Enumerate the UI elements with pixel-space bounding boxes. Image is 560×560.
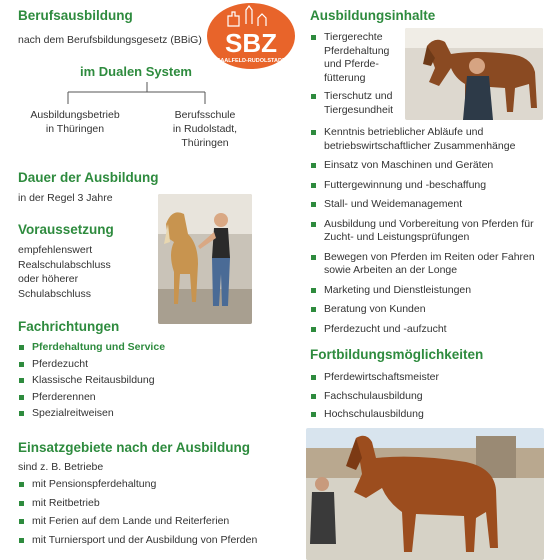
branch-ausbildungsbetrieb: Ausbildungsbetrieb in Thüringen xyxy=(30,109,120,135)
ausbildungsinhalte-list xyxy=(310,126,550,342)
inhalt-item: Tierschutz und Tiergesundheit xyxy=(310,90,402,117)
fachrichtung-item: Klassische Reitausbildung xyxy=(18,374,258,388)
einsatzgebiet-item: mit Pensionspferdehaltung xyxy=(18,478,288,492)
voraussetzung-text: empfehlenswert Realschulabschluss oder höherer Schulabschluss xyxy=(18,244,111,300)
branch-berufsschule: Berufsschule in Rudolstadt, Thüringen xyxy=(172,109,238,149)
fortbildung-title: Fortbildungsmöglichkeiten xyxy=(310,347,484,362)
inhalt-item: Pferdezucht und -aufzucht xyxy=(310,323,550,337)
inhalt-item: Futtergewinnung und -beschaffung xyxy=(310,179,550,193)
einsatzgebiete-list xyxy=(18,478,288,547)
bbig-subtitle: nach dem Berufsbildungsgesetz (BBiG) xyxy=(18,34,202,46)
voraussetzung-title: Voraussetzung xyxy=(18,222,114,237)
fachrichtung-item: Pferdezucht xyxy=(18,358,258,372)
dual-system-title: im Dualen System xyxy=(80,64,192,79)
fortbildung-item: Hochschulausbildung xyxy=(310,408,550,422)
dauer-text: in der Regel 3 Jahre xyxy=(18,192,113,204)
fachrichtungen-title: Fachrichtungen xyxy=(18,319,120,334)
sbz-logo xyxy=(206,2,296,72)
photo-woman-with-horse xyxy=(158,194,252,324)
ausbildungsinhalte-top-list xyxy=(310,31,402,123)
einsatzgebiete-intro: sind z. B. Betriebe xyxy=(18,461,104,473)
inhalt-item: Marketing und Dienstleistungen xyxy=(310,284,550,298)
fachrichtung-item: Pferdehaltung und Service xyxy=(18,341,258,355)
einsatzgebiete-title: Einsatzgebiete nach der Ausbildung xyxy=(18,440,251,455)
fachrichtung-item: Spezialreitweisen xyxy=(18,407,258,421)
einsatzgebiet-item: mit Ferien auf dem Lande und Reiterferien xyxy=(18,515,288,529)
svg-text:SAALFELD-RUDOLSTADT: SAALFELD-RUDOLSTADT xyxy=(216,58,286,64)
inhalt-item: Tiergerechte Pferdehaltung und Pferde-fütterung xyxy=(310,31,402,85)
fortbildung-list xyxy=(310,371,550,428)
sbz-logo-graphic xyxy=(206,2,296,72)
einsatzgebiet-item: mit Turniersport und der Ausbildung von Pferden xyxy=(18,534,262,548)
photo-man-with-horse xyxy=(405,28,543,120)
ausbildungsinhalte-title: Ausbildungsinhalte xyxy=(310,8,436,23)
inhalt-item: Einsatz von Maschinen und Geräten xyxy=(310,159,550,173)
inhalt-item: Ausbildung und Vorbereitung von Pferden für Zucht- und Leistungsprüfungen xyxy=(310,218,550,245)
inhalt-item: Stall- und Weidemanagement xyxy=(310,198,550,212)
fachrichtung-item: Pferderennen xyxy=(18,391,258,405)
einsatzgebiet-item: mit Reitbetrieb xyxy=(18,497,288,511)
photo-chestnut-horse xyxy=(306,428,544,560)
inhalt-item: Bewegen von Pferden im Reiten oder Fahren sowie Arbeiten an der Longe xyxy=(310,251,550,278)
dual-system-tree xyxy=(20,80,260,110)
berufsausbildung-title: Berufsausbildung xyxy=(18,8,133,23)
dauer-title: Dauer der Ausbildung xyxy=(18,170,159,185)
svg-text:SBZ: SBZ xyxy=(225,28,277,58)
inhalt-item: Kenntnis betrieblicher Abläufe und betriebswirtschaftlicher Zusammenhänge xyxy=(310,126,550,153)
fortbildung-item: Fachschulausbildung xyxy=(310,390,550,404)
fachrichtungen-list xyxy=(18,341,258,424)
fortbildung-item: Pferdewirtschaftsmeister xyxy=(310,371,550,385)
inhalt-item: Beratung von Kunden xyxy=(310,303,550,317)
